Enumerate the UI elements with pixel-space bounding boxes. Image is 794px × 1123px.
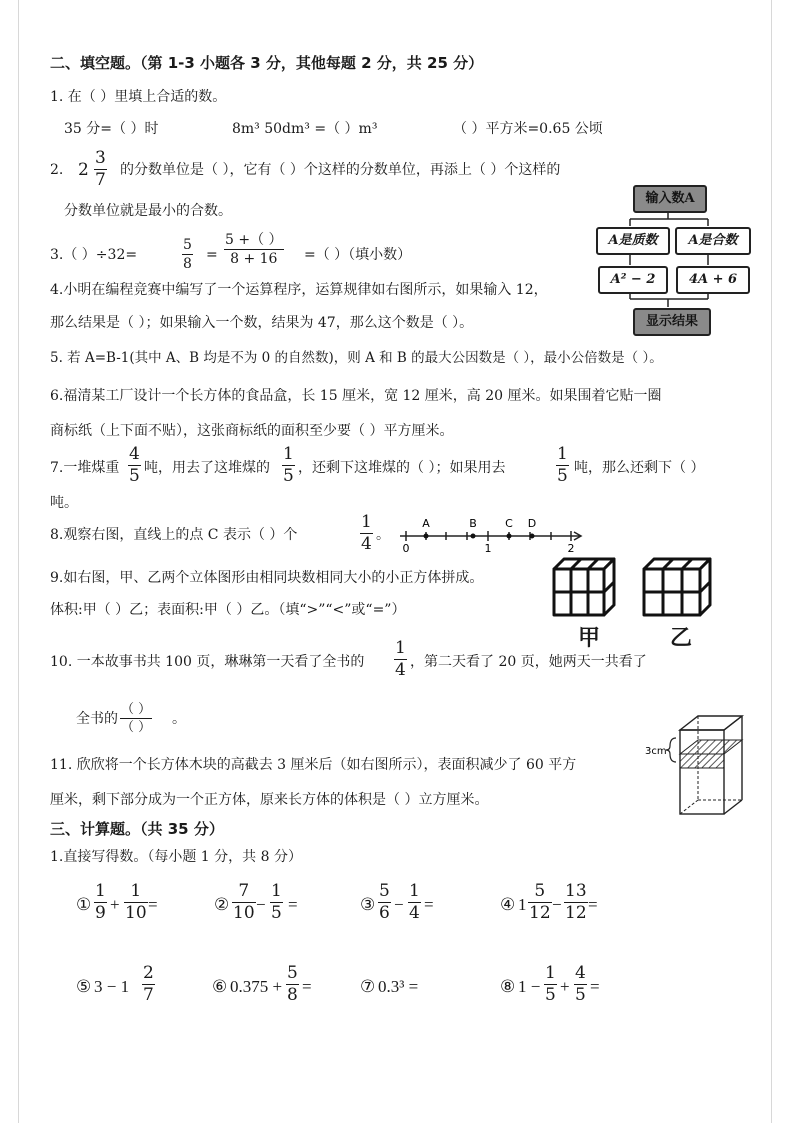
q6-line2: 商标纸（上下面不贴），这张商标纸的面积至少要（ ）平方厘米。 [50,423,454,439]
q7-f2-num: 1 [283,444,294,464]
q2-text2: 分数单位就是最小的合数。 [64,203,232,219]
point-b [471,534,476,539]
calc-3-op: − [394,895,404,914]
label-yi: 乙 [670,626,693,651]
point-d [530,534,535,539]
calc-8-op: + [560,977,570,996]
q7-part2: 吨，用去了这堆煤的 [144,460,270,476]
calc-8-a-num: 1 [545,963,556,983]
calc-8-a-den: 5 [545,985,556,1005]
calc-3-mark: ③ [360,895,376,914]
q10-part4: 。 [172,711,186,727]
q10-part3: 全书的 [76,711,118,727]
calc-1-b-num: 1 [130,881,142,901]
flow-composite: A是合数 [675,227,751,255]
calc-2-a-den: 10 [233,903,255,923]
calc-3-b-num: 1 [409,881,420,901]
q10-frac-den: 4 [395,660,406,680]
flow-expr2: 4A + 6 [676,266,750,294]
flow-expr1: A² − 2 [598,266,668,294]
q8-part1: 8.观察右图，直线上的点 C 表示（ ）个 [50,527,298,543]
q9-line2: 体积:甲（ ）乙；表面积:甲（ ）乙。（填“>”“<”或“=”） [50,602,406,618]
calc-6-eq: = [302,977,312,996]
q1-c: （ ）平方米=0.65 公顷 [453,121,603,137]
calc-3-a-num: 5 [379,881,390,901]
calc-4-frac-a [528,883,552,922]
q10-part1: 10. 一本故事书共 100 页，琳琳第一天看了全书的 [50,654,365,670]
calc-5-mark: ⑤ [76,977,92,996]
calc-1-b-den: 10 [125,903,147,923]
q1-a: 35 分=（ ）时 [64,121,159,137]
q4-line1: 4.小明在编程竞赛中编写了一个运算程序，运算规律如右图所示，如果输入 12， [50,282,548,298]
calc-8-mark: ⑧ [500,977,516,996]
q7-part1: 7.一堆煤重 [50,460,120,476]
q3-f2-num: 5 +（ ） [225,232,283,248]
label-jia: 甲 [578,626,601,651]
cube-figure-a [548,555,628,625]
q3-f1-den: 8 [183,256,192,272]
q3-f1-num: 5 [183,237,192,253]
q3-eq1: = [206,247,218,263]
calc-1-mark: ① [76,895,92,914]
label-a: A [422,517,430,530]
calc-5-a-den: 7 [143,985,154,1005]
q10-frac [394,640,407,679]
calc-4-frac-b [564,883,588,922]
dim-label: 3cm [645,746,667,757]
q7-frac2 [282,446,295,485]
label-b: B [469,517,477,530]
calc-3-eq: = [424,895,434,914]
q10-part2: ，第二天看了 20 页，她两天一共看了 [410,654,647,670]
q3-eq2: =（ ）（填小数） [304,247,412,263]
q7-f1-num: 4 [129,444,140,464]
q7-frac1 [128,446,141,485]
calc-2-frac-a [232,883,256,922]
q7-frac3 [556,446,569,485]
calc-4-mark: ④ [500,895,516,914]
tick-2: 2 [567,542,575,554]
q2-frac-den: 7 [95,170,106,190]
q7-f2-den: 5 [283,466,294,486]
calc-2-b-num: 1 [271,881,282,901]
calc-2-eq: = [288,895,298,914]
q7-f3-den: 5 [557,466,568,486]
flow-output: 显示结果 [633,308,711,336]
q4-line2: 那么结果是（ ）；如果输入一个数，结果为 47，那么这个数是（ ）。 [50,315,474,331]
tick-0: 0 [402,542,410,554]
left-border [18,0,19,1123]
calc-8-pre: 1 − [518,977,541,996]
calc-8-frac-b [574,965,587,1004]
calc-2-op: − [256,895,266,914]
q1-b: 8m³ 50dm³ =（ ）m³ [232,121,378,137]
q8-frac [360,514,373,553]
point-c [507,534,512,539]
q2-num: 2. [50,162,64,178]
cuboid-figure [644,712,748,818]
calc-4-b-den: 12 [565,903,587,923]
q11-line1: 11. 欣欣将一个长方体木块的高截去 3 厘米后（如右图所示），表面积减少了 60 平方 [50,757,577,773]
calc-4-eq: = [588,895,598,914]
q2-text1: 的分数单位是（ ），它有（ ）个这样的分数单位，再添上（ ）个这样的 [120,162,561,178]
q6-line1: 6.福清某工厂设计一个长方体的食品盒，长 15 厘米，宽 12 厘米，高 20 厘米。如果围着它贴一圈 [50,388,662,404]
q3-f2-den: 8 + 16 [230,251,278,267]
point-a [424,534,429,539]
q8-part2: 。 [376,527,390,543]
q1-stem: 1. 在（ ）里填上合适的数。 [50,89,227,105]
q10-blank-num: （ ） [121,702,152,717]
calc-8-b-num: 4 [575,963,586,983]
calc-1-op: + [110,895,120,914]
calc-1-a-den: 9 [95,903,106,923]
q10-blank-den: （ ） [121,720,152,735]
calc-6-a-den: 8 [287,985,298,1005]
calc-5-pre: 3 − 1 [94,977,130,996]
cube-figure-b [638,555,724,625]
calc-8-eq: = [590,977,600,996]
q8-frac-den: 4 [361,534,372,554]
calc-7-pre: 0.3³ = [378,977,419,996]
q7-part3: ，还剩下这堆煤的（ ）；如果用去 [298,460,506,476]
section2-title: 二、填空题。（第 1-3 小题各 3 分，其他每题 2 分，共 25 分） [50,54,484,72]
calc-3-frac-b [408,883,421,922]
number-line [396,516,586,554]
calc-3-frac-a [378,883,391,922]
calc-5-frac-a [142,965,155,1004]
calc-4-a-num: 5 [534,881,546,901]
calc-3-b-den: 4 [409,903,420,923]
q5-text: 5. 若 A=B-1(其中 A、B 均是不为 0 的自然数)，则 A 和 B 的最大公因数是（ ），最小公倍数是（ ）。 [50,350,663,366]
calc-2-frac-b [270,883,283,922]
calc-6-pre: 0.375 + [230,977,283,996]
q3-lead: 3.（ ）÷32= [50,247,138,263]
q2-fraction [94,150,107,189]
calc-1-frac-b [124,883,148,922]
calc-1-a-num: 1 [95,881,106,901]
calc-6-frac-a [286,965,299,1004]
calc-4-b-num: 13 [565,881,587,901]
calc-7-mark: ⑦ [360,977,376,996]
calc-2-b-den: 5 [271,903,282,923]
q7-f3-num: 1 [557,444,568,464]
calc-1-frac-a [94,883,107,922]
section3-title: 三、计算题。（共 35 分） [50,820,224,838]
calc-6-a-num: 5 [287,963,298,983]
q7-f1-den: 5 [129,466,140,486]
q2-whole: 2 [78,160,89,180]
q3-frac1 [182,238,193,271]
calc-3-a-den: 6 [379,903,390,923]
q10-blank-frac [120,703,152,734]
q10-frac-num: 1 [395,638,406,658]
q7-line2: 吨。 [50,495,78,511]
q3-frac2 [224,233,284,266]
label-c: C [505,517,513,530]
q8-frac-num: 1 [361,512,372,532]
calc-8-frac-a [544,965,557,1004]
calc-2-mark: ② [214,895,230,914]
calc-4-a-den: 12 [529,903,551,923]
flow-prime: A是质数 [596,227,670,255]
calc-1-eq: = [148,895,158,914]
calc-8-b-den: 5 [575,985,586,1005]
tick-1: 1 [484,542,492,554]
calc-4-op: − [552,895,562,914]
calc-4-whole: 1 [518,895,527,914]
q11-line2: 厘米，剩下部分成为一个正方体，原来长方体的体积是（ ）立方厘米。 [50,792,489,808]
calc-5-a-num: 2 [143,963,154,983]
right-border [771,0,772,1123]
q9-line1: 9.如右图，甲、乙两个立体图形由相同块数相同大小的小正方体拼成。 [50,570,484,586]
flow-input: 输入数A [633,185,707,213]
calc-2-a-num: 7 [238,881,250,901]
q2-frac-num: 3 [95,148,106,168]
section3-q1-stem: 1.直接写得数。（每小题 1 分，共 8 分） [50,849,302,865]
label-d: D [527,517,537,530]
calc-6-mark: ⑥ [212,977,228,996]
q7-part4: 吨，那么还剩下（ ） [574,460,705,476]
